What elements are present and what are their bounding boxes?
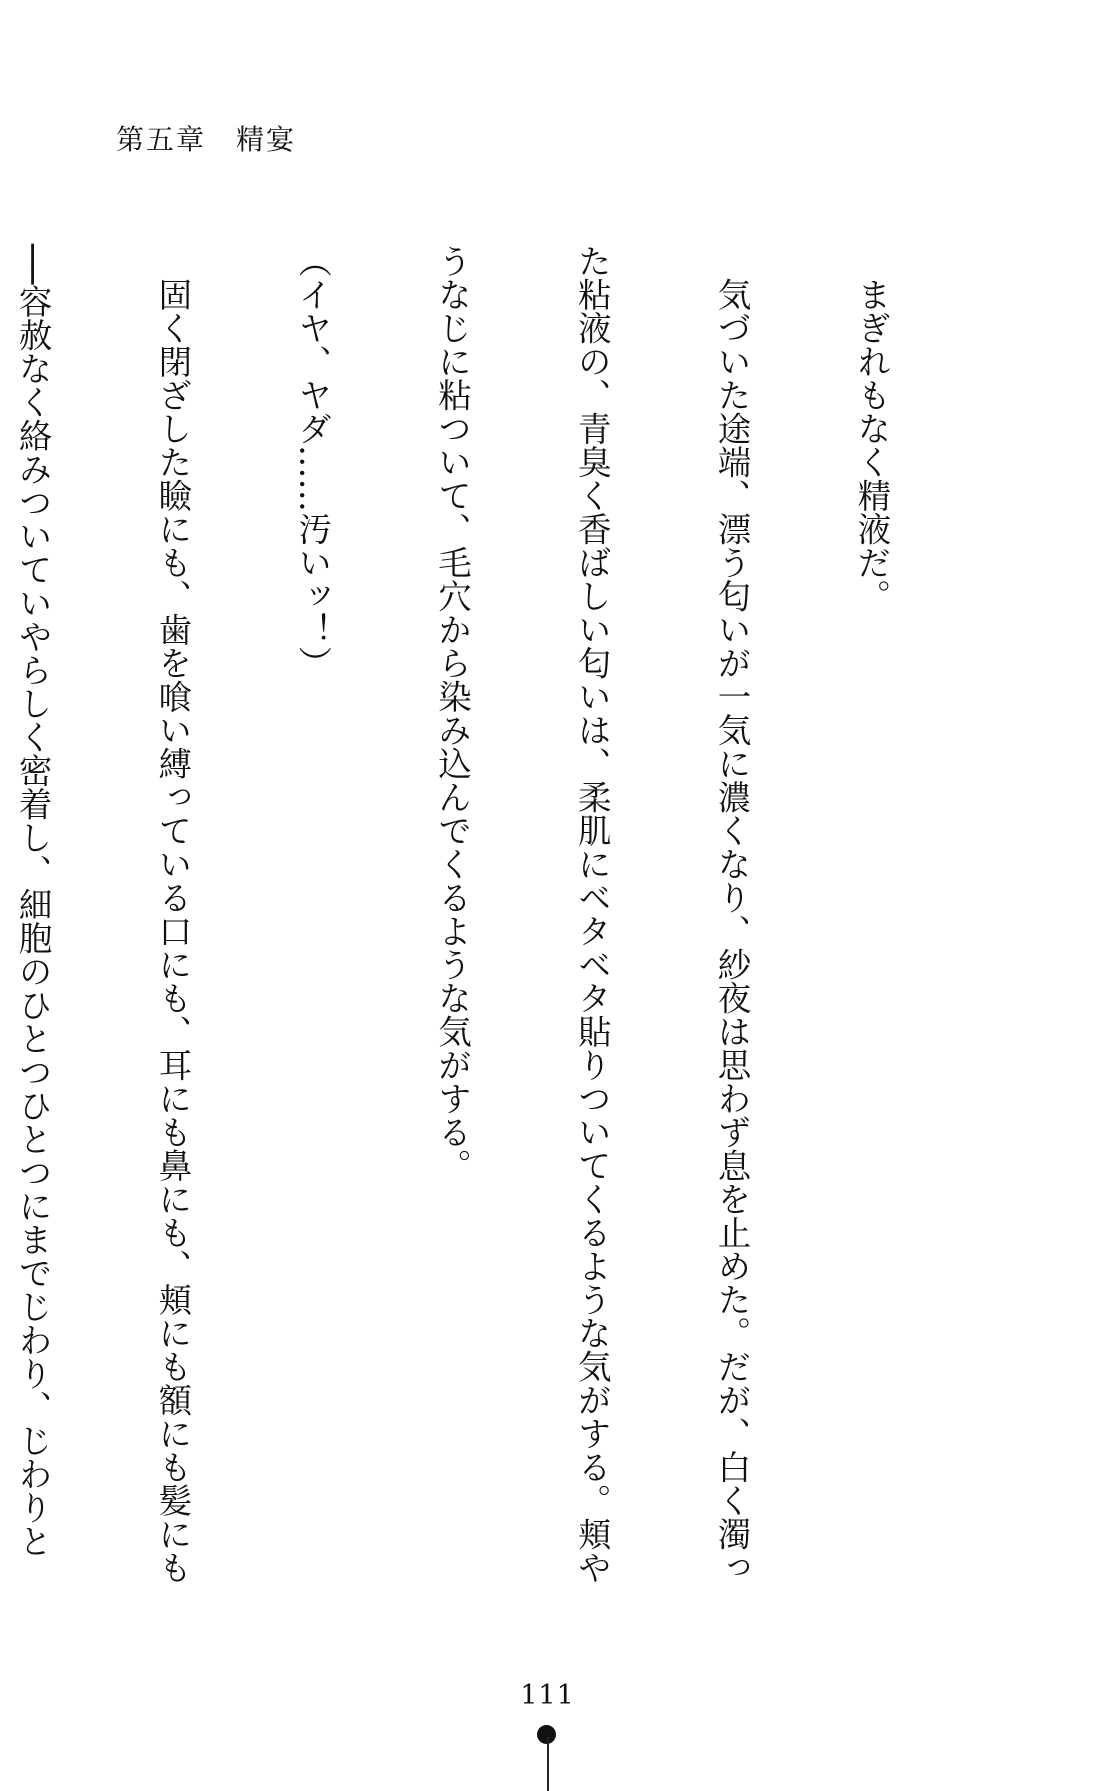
chapter-header: 第五章 精宴 xyxy=(116,123,297,156)
text-line: （イヤ、ヤダ……汚いッ！） xyxy=(292,244,332,680)
marker-stem xyxy=(547,1737,549,1791)
text-line: た粘液の、青臭く香ばしい匂いは、柔肌にベタベタ貼りついてくるような気がする。頬や xyxy=(572,244,612,1584)
vertical-body-text xyxy=(0,244,987,1584)
page-number: 111 xyxy=(520,1680,575,1711)
text-line: うなじに粘ついて、毛穴から染み込んでくるような気がする。 xyxy=(432,244,472,1182)
page-marker-icon xyxy=(547,1725,549,1791)
text-line: 固く閉ざした瞼にも、歯を喰い縛っている口にも、耳にも鼻にも、頬にも額にも髪にも xyxy=(152,244,192,1584)
text-line: 気づいた途端、漂う匂いが一気に濃くなり、紗夜は思わず息を止めた。だが、白く濁っ xyxy=(712,244,752,1584)
text-line: まぎれもなく精液だ。 xyxy=(851,244,891,613)
text-line: ──容赦なく絡みついていやらしく密着し、細胞のひとつひとつにまでじわり、じわりと xyxy=(13,244,53,1558)
